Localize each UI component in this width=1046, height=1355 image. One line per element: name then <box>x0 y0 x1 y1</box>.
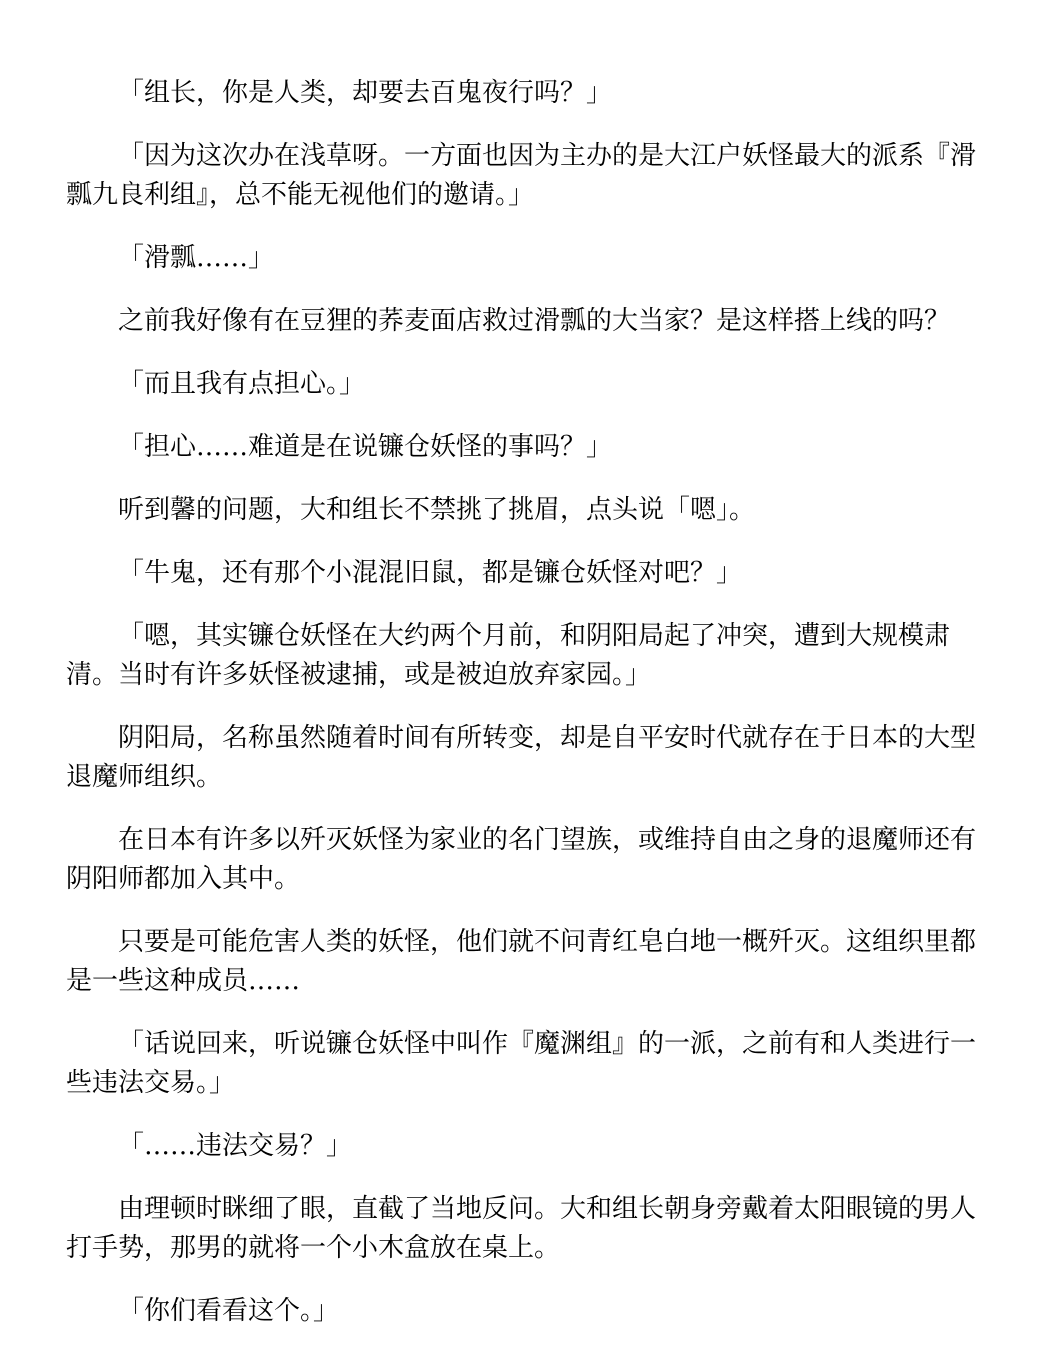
paragraph: 「嗯，其实镰仓妖怪在大约两个月前，和阴阳局起了冲突，遭到大规模肃清。当时有许多妖怪被逮捕，或是被迫放弃家园。」 <box>66 621 951 690</box>
paragraph: 「而且我有点担心。」 <box>118 369 366 399</box>
paragraph: 之前我好像有在豆狸的荞麦面店救过滑瓢的大当家？是这样搭上线的吗？ <box>118 306 951 336</box>
paragraph: 由理顿时眯细了眼，直截了当地反问。大和组长朝身旁戴着太阳眼镜的男人打手势，那男的就将一个小木盒放在桌上。 <box>66 1194 977 1263</box>
paragraph: 「话说回来，听说镰仓妖怪中叫作『魔渊组』的一派，之前有和人类进行一些违法交易。」 <box>66 1029 977 1098</box>
paragraph: 「你们看看这个。」 <box>118 1296 340 1326</box>
paragraph: 「因为这次办在浅草呀。一方面也因为主办的是大江户妖怪最大的派系『滑瓢九良利组』，总不能无视他们的邀请。」 <box>66 141 977 210</box>
document-page <box>66 74 980 1355</box>
paragraph: 「担心……难道是在说镰仓妖怪的事吗？」 <box>118 432 613 462</box>
paragraph: 只要是可能危害人类的妖怪，他们就不问青红皂白地一概歼灭。这组织里都是一些这种成员…… <box>66 927 977 996</box>
paragraph: 「组长，你是人类，却要去百鬼夜行吗？」 <box>118 78 613 108</box>
paragraph: 「……违法交易？」 <box>118 1131 353 1161</box>
paragraph: 「滑瓢……」 <box>118 243 275 273</box>
paragraph: 听到馨的问题，大和组长不禁挑了挑眉，点头说「嗯」。 <box>118 495 756 525</box>
paragraph: 「牛鬼，还有那个小混混旧鼠，都是镰仓妖怪对吧？」 <box>118 558 743 588</box>
paragraph: 阴阳局，名称虽然随着时间有所转变，却是自平安时代就存在于日本的大型退魔师组织。 <box>66 723 977 792</box>
paragraph: 在日本有许多以歼灭妖怪为家业的名门望族，或维持自由之身的退魔师还有阴阳师都加入其中。 <box>66 825 977 894</box>
